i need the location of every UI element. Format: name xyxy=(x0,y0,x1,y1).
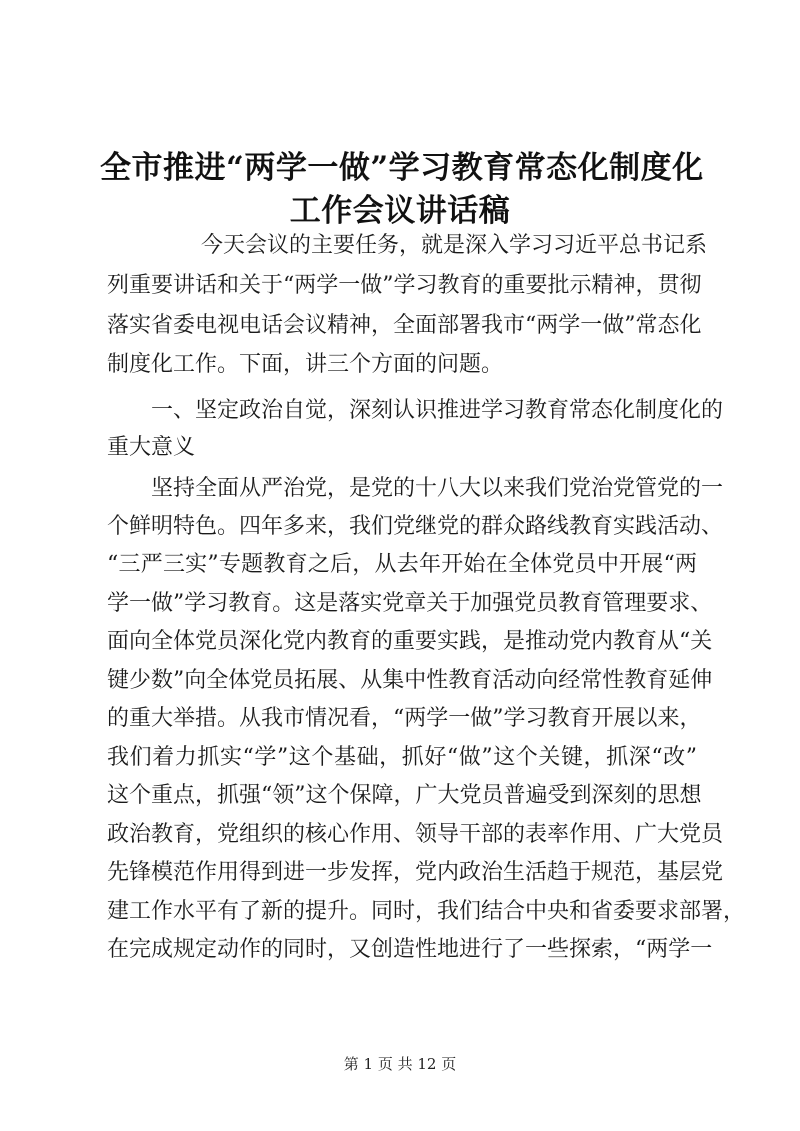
paragraph-3-line-2: 个鲜明特色。四年多来，我们党继党的群众路线教育实践活动、 xyxy=(107,514,724,539)
paragraph-3-line-1: 坚持全面从严治党，是党的十八大以来我们党治党管党的一 xyxy=(151,476,724,501)
paragraph-3-line-9: 这个重点，抓强“领”这个保障，广大党员普遍受到深刻的思想 xyxy=(107,783,702,808)
paragraph-3-line-3: “三严三实”专题教育之后，从去年开始在全体党员中开展“两 xyxy=(107,552,697,577)
document-title-line-2: 工作会议讲话稿 xyxy=(289,193,511,229)
paragraph-3-line-4: 学一做”学习教育。这是落实党章关于加强党员教育管理要求、 xyxy=(107,591,713,616)
document-title-line-1: 全市推进“两学一做”学习教育常态化制度化 xyxy=(100,150,704,186)
paragraph-3-line-13: 在完成规定动作的同时，又创造性地进行了一些探索，“两学一 xyxy=(107,937,713,962)
paragraph-1-line-3: 落实省委电视电话会议精神，全面部署我市“两学一做”常态化 xyxy=(107,313,702,338)
paragraph-1-line-4: 制度化工作。下面，讲三个方面的问题。 xyxy=(107,352,504,377)
paragraph-3-line-5: 面向全体党员深化党内教育的重要实践，是推动党内教育从“关 xyxy=(107,629,713,654)
section-heading-line-2: 重大意义 xyxy=(107,435,196,460)
page-number-footer: 第 1 页 共 12 页 xyxy=(343,1055,457,1073)
paragraph-3-line-10: 政治教育，党组织的核心作用、领导干部的表率作用、广大党员 xyxy=(107,822,724,847)
paragraph-3-line-7: 的重大举措。从我市情况看，“两学一做”学习教育开展以来， xyxy=(107,706,702,731)
paragraph-1-line-1: 今天会议的主要任务，就是深入学习习近平总书记系 xyxy=(201,233,708,258)
paragraph-3-line-11: 先锋模范作用得到进一步发挥，党内政治生活趋于规范，基层党 xyxy=(107,860,724,885)
paragraph-3-line-6: 键少数”向全体党员拓展、从集中性教育活动向经常性教育延伸 xyxy=(107,668,713,693)
section-heading-line-1: 一、坚定政治自觉，深刻认识推进学习教育常态化制度化的 xyxy=(151,398,724,423)
paragraph-3-line-8: 我们着力抓实“学”这个基础，抓好“做”这个关键，抓深“改” xyxy=(107,745,697,770)
paragraph-3-line-12: 建工作水平有了新的提升。同时，我们结合中央和省委要求部署， xyxy=(107,899,746,924)
paragraph-1-line-2: 列重要讲话和关于“两学一做”学习教育的重要批示精神，贯彻 xyxy=(107,273,702,298)
